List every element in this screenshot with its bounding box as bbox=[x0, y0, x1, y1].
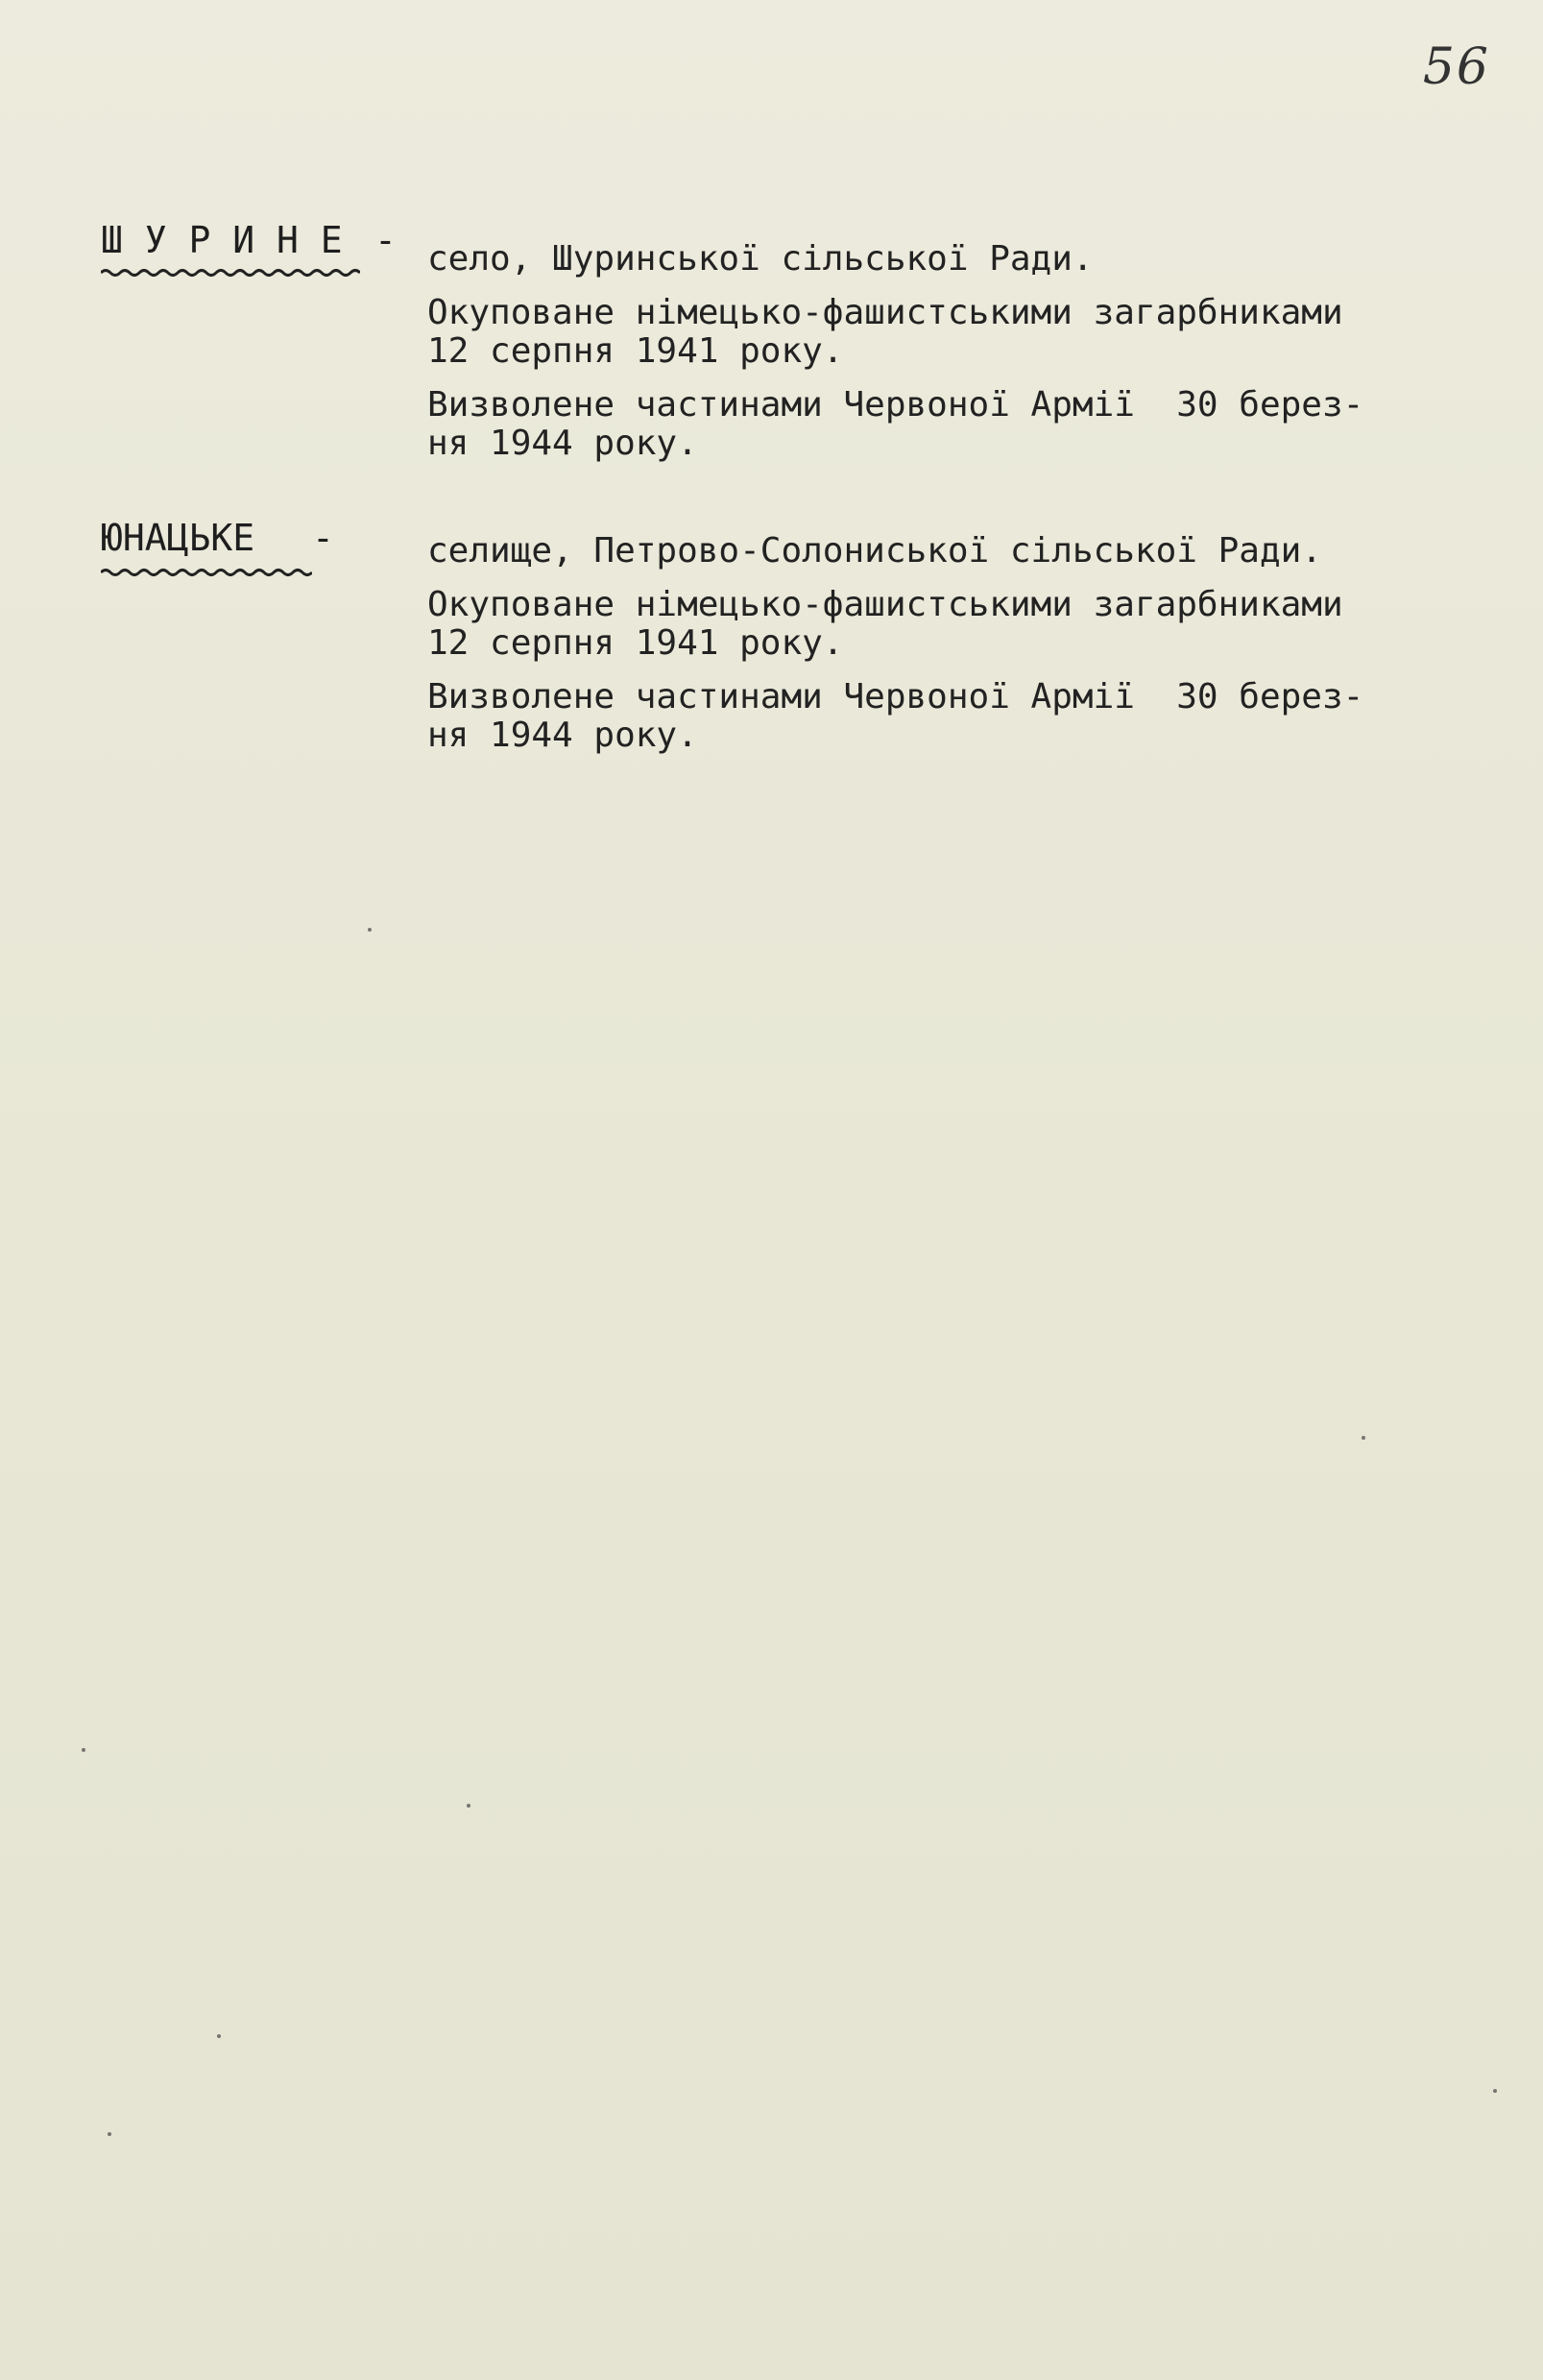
entry-dash: - bbox=[312, 517, 334, 559]
entry-paragraph: Визволене частинами Червоної Армії 30 берез- ня 1944 року. bbox=[427, 677, 1364, 755]
paper-speck bbox=[368, 928, 372, 932]
entry-paragraph: селище, Петрово-Солониської сільської Ради. bbox=[427, 531, 1322, 571]
paper-speck bbox=[1493, 2089, 1497, 2093]
entry-name: Ш У Р И Н Е bbox=[101, 219, 343, 261]
entry-paragraph: Окуповане німецько-фашистськими загарбниками 12 серпня 1941 року. bbox=[427, 585, 1343, 663]
page-number: 56 bbox=[1422, 38, 1490, 96]
paper-speck bbox=[82, 1748, 85, 1752]
entry-name: ЮНАЦЬКЕ bbox=[101, 517, 255, 559]
wavy-underline-decoration bbox=[101, 267, 360, 279]
wavy-underline-decoration bbox=[101, 567, 312, 578]
entry-paragraph: Окуповане німецько-фашистськими загарбниками 12 серпня 1941 року. bbox=[427, 293, 1343, 371]
entry-paragraph: Визволене частинами Червоної Армії 30 берез- ня 1944 року. bbox=[427, 385, 1364, 463]
paper-speck bbox=[467, 1804, 470, 1808]
entry-paragraph: село, Шуринської сільської Ради. bbox=[427, 239, 1094, 279]
paper-speck bbox=[217, 2034, 221, 2038]
paper-speck bbox=[108, 2132, 111, 2136]
paper-speck bbox=[1362, 1436, 1365, 1440]
entry-description bbox=[427, 240, 1474, 478]
entry-description bbox=[427, 532, 1474, 770]
entry-dash: - bbox=[374, 219, 397, 261]
